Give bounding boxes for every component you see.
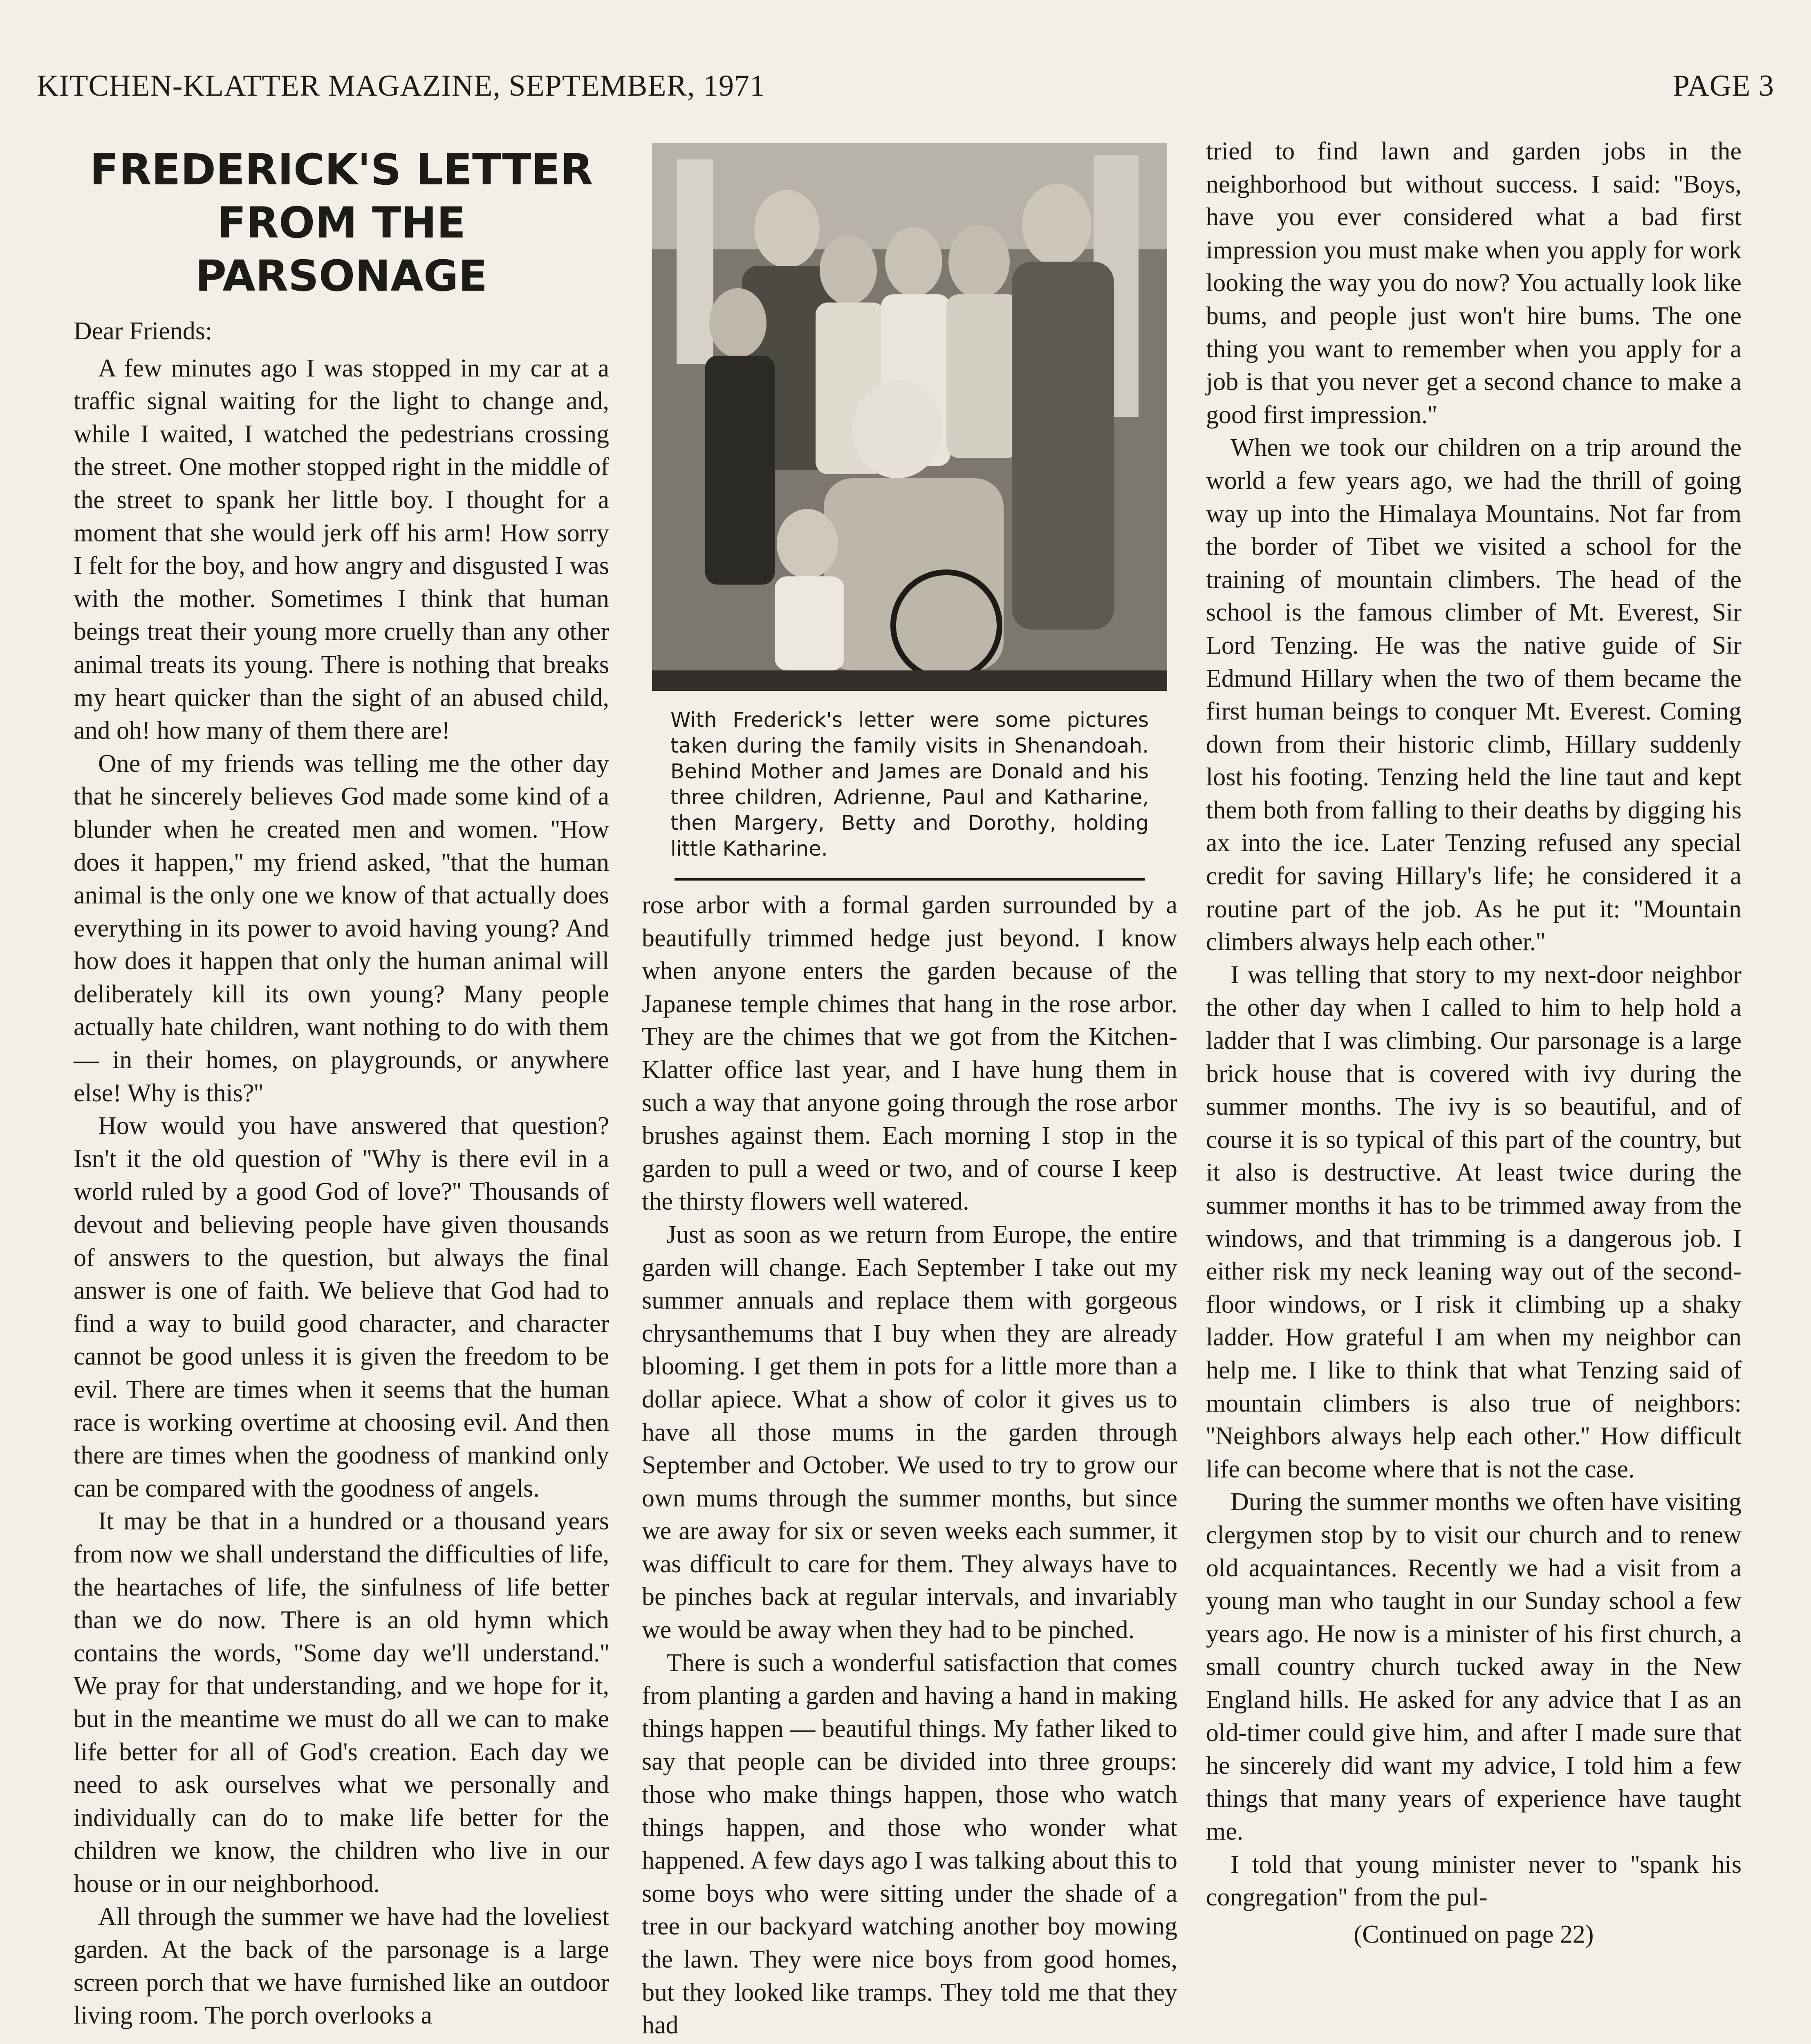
paragraph: One of my friends was telling me the other day that he sincerely believes God made some kind of a blunder when he created men and women. ''How does it happen,'' my friend asked, ''that the human animal is the only one we know of that actually does everything in its power to avoid having young? And how does it happen that only the human animal will deliberately kill its own young? Many people actually hate children, want nothing to do with them — in their homes, on playgrounds, or anywhere else! Why is this?'' xyxy=(74,749,609,1107)
salutation: Dear Friends: xyxy=(74,317,213,345)
paragraph: During the summer months we often have visiting clergymen stop by to visit our church and to renew old acquaintances. Recently we had a visit from a young man who taught in our Sunday school a few years ago. He now is a minister of his first church, a small country church tucked away in the New England hills. He asked for any advice that I as an old-timer could give him, and after I made sure that he sincerely did want my advice, I told him a few things that many years of experience have taught me. xyxy=(1206,1488,1742,1846)
paragraph: A few minutes ago I was stopped in my car at a traffic signal waiting for the light to change and, while I waited, I watched the pedestrians crossing the street. One mother stopped right in the middle of the street to spank her little boy. I thought for a moment that she would jerk off his arm! How sorry I felt for the boy, and how angry and disgusted I was with the mother. Sometimes I think that human beings treat their young more cruelly than any other animal treats its young. There is nothing that breaks my heart quicker than the sight of an abused child, and oh! how many of them there are! xyxy=(74,354,609,745)
continued-note: (Continued on page 22) xyxy=(1354,1921,1594,1949)
photo-caption: With Frederick's letter were some pictures taken during the family visits in Shenandoah. Behind Mother and James are Donald and his three children, Adrienne, Paul and Katharine, then Margery, Betty and Dorothy, holding little Katharine. xyxy=(670,708,1149,861)
article-title: FREDERICK'S LETTER FROM THE PARSONAGE xyxy=(90,145,593,301)
paragraph: I told that young minister never to ''spank his congregation'' from the pul- xyxy=(1206,1850,1742,1912)
paragraph: Just as soon as we return from Europe, the entire garden will change. Each September I take out my summer annuals and replace them with gorgeous chrysanthemums that I buy when they are already blooming. I get them in pots for a little more than a dollar apiece. What a show of color it gives us to have all those mums in the garden through September and October. We used to try to grow our own mums through the summer months, but since we are away for six or seven weeks each summer, it was difficult to care for them. They always have to be pinches back at regular intervals, and invariably we would be away when they had to be pinched. xyxy=(642,1220,1177,1644)
paragraph: rose arbor with a formal garden surrounded by a beautifully trimmed hedge just beyond. I know when anyone enters the garden because of the Japanese temple chimes that hang in the rose arbor. They are the chimes that we got from the Kitchen-Klatter office last year, and I have hung them in such a way that anyone going through the rose arbor brushes against them. Each morning I stop in the garden to pull a weed or two, and of course I keep the thirsty flowers well watered. xyxy=(642,891,1177,1216)
page-header xyxy=(37,61,1774,110)
column-2 xyxy=(642,135,1177,2042)
family-photo-illustration xyxy=(652,143,1167,691)
paragraph: I was telling that story to my next-door neighbor the other day when I called to him to help hold a ladder that I was climbing. Our parsonage is a large brick house that is covered with ivy during the summer months. The ivy is so beautiful, and of course it is so typical of this part of the country, but it also is destructive. At least twice during the summer months it has to be trimmed away from the windows, and that trimming is a dangerous job. I either risk my neck leaning way out of the second-floor windows, or I risk it climbing up a shaky ladder. How grateful I am when my neighbor can help me. I like to think that what Tenzing said of mountain climbers is also true of neighbors: ''Neighbors always help each other.'' How difficult life can become where that is not the case. xyxy=(1206,961,1742,1483)
paragraph: All through the summer we have had the loveliest garden. At the back of the parsonage is a large screen porch that we have furnished like an outdoor living room. The porch overlooks a xyxy=(74,1903,609,2030)
family-photo xyxy=(652,143,1167,691)
magazine-title: KITCHEN-KLATTER MAGAZINE, SEPTEMBER, 1971 xyxy=(37,69,765,103)
page-number: PAGE 3 xyxy=(1673,69,1774,103)
paragraph: When we took our children on a trip around the world a few years ago, we had the thrill of going way up into the Himalaya Mountains. Not far from the border of Tibet we visited a school for the training of mountain climbers. The head of the school is the famous climber of Mt. Everest, Sir Lord Tenzing. He was the native guide of Sir Edmund Hillary when the two of them became the first human beings to conquer Mt. Everest. Coming down from their historic climb, Hillary suddenly lost his footing. Tenzing held the line taut and kept them both from falling to their deaths by digging his ax into the ice. Later Tenzing refused any special credit for saving Hillary's life; he considered it a routine part of the job. As he put it: ''Mountain climbers always help each other.'' xyxy=(1206,434,1742,956)
paragraph: How would you have answered that question? Isn't it the old question of ''Why is there evil in a world ruled by a good God of love?'' Thousands of devout and believing people have given thousands of answers to the question, but always the final answer is one of faith. We believe that God had to find a way to build good character, and character cannot be good unless it is given the freedom to be evil. There are times when it seems that the human race is working overtime at choosing evil. And then there are times when the goodness of mankind only can be compared with the goodness of angels. xyxy=(74,1112,609,1502)
paragraph: It may be that in a hundred or a thousand years from now we shall understand the difficulties of life, the heartaches of life, the sinfulness of life better than we do now. There is an old hymn which contains the words, ''Some day we'll understand.'' We pray for that understanding, and we hope for it, but in the meantime we must do all we can to make life better for all of God's creation. Each day we need to ask ourselves what we personally and individually can do to make life better for the children we know, the children who live in our house or in our neighborhood. xyxy=(74,1507,609,1898)
divider xyxy=(675,878,1145,881)
paragraph: There is such a wonderful satisfaction that comes from planting a garden and having a hand in making things happen — beautiful things. My father liked to say that people can be divided into three groups: those who make things happen, those who watch things happen, and those who wonder what happened. A few days ago I was talking about this to some boys who were sitting under the shade of a tree in our backyard watching another boy mowing the lawn. They were nice boys from good homes, but they looked like tramps. They told me that they had xyxy=(642,1649,1177,2040)
column-1 xyxy=(74,135,609,2032)
paragraph: tried to find lawn and garden jobs in the neighborhood but without success. I said: ''Boys, have you ever considered what a bad first impression you must make when you apply for work looking the way you do now? You actually look like bums, and people just won't hire bums. The one thing you want to remember when you apply for a job is that you never get a second chance to make a good first impression.'' xyxy=(1206,137,1742,429)
column-3 xyxy=(1206,135,1742,1951)
